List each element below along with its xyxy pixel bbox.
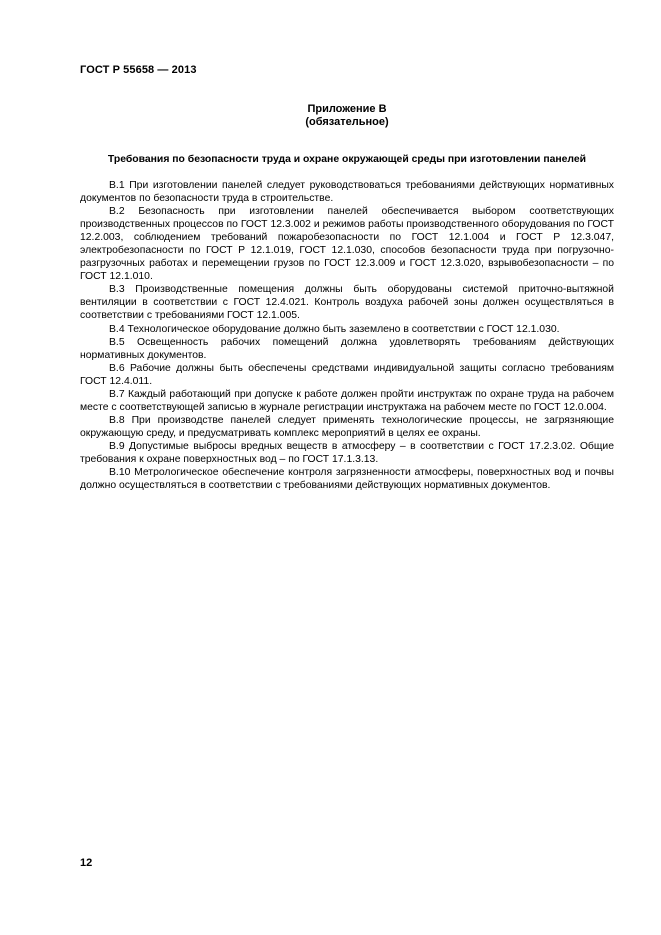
appendix-heading <box>80 103 614 129</box>
paragraph-b3: В.3 Производственные помещения должны быть оборудованы системой приточно-вытяжной вентиляции в соответствии с ГОСТ 12.4.021. Контроль воздуха рабочей зоны должен осуществляться в соответствии с требованиями ГОСТ 12.1.005. <box>80 284 614 322</box>
paragraph-b4: В.4 Технологическое оборудование должно быть заземлено в соответствии с ГОСТ 12.1.030. <box>109 323 560 335</box>
paragraph-b2: В.2 Безопасность при изготовлении панелей обеспечивается выбором соответствующих производственных процессов по ГОСТ 12.3.002 и режимов работы производственного оборудования по ГОСТ 12.2.003, соблюдением требований пожаробезопасности по ГОСТ 12.1.004 и ГОСТ Р 12.3.047, электробезопасности по ГОСТ Р 12.1.019, ГОСТ 12.1.030, способов безопасности труда при погрузочно-разгрузочных работах и перемещении грузов по ГОСТ 12.3.009 и ГОСТ 12.3.020, взрывобезопасности – по ГОСТ 12.1.010. <box>80 206 614 283</box>
paragraph-b8: В.8 При производстве панелей следует применять технологические процессы, не загрязняющие окружающую среду, и предусматривать комплекс мероприятий в целях ее охраны. <box>80 414 614 439</box>
body-text <box>80 179 614 492</box>
paragraph-b6: В.6 Рабочие должны быть обеспечены средствами индивидуальной защиты согласно требованиям ГОСТ 12.4.011. <box>80 362 614 387</box>
page-number: 12 <box>80 857 93 869</box>
paragraph-b10: В.10 Метрологическое обеспечение контроля загрязненности атмосферы, поверхностных вод и почвы должно осуществляться в соответствии с требованиями действующих нормативных документов. <box>80 467 614 492</box>
paragraph-b9: В.9 Допустимые выбросы вредных веществ в атмосферу – в соответствии с ГОСТ 17.2.3.02. Общие требования к охране поверхностных вод – по ГОСТ 17.1.3.13. <box>80 440 614 465</box>
paragraph-b5: В.5 Освещенность рабочих помещений должна удовлетворять требованиям действующих нормативных документов. <box>80 336 614 361</box>
paragraph-b1: В.1 При изготовлении панелей следует руководствоваться требованиями действующих нормативных документов по безопасности труда в строительстве. <box>80 180 614 205</box>
section-title: Требования по безопасности труда и охране окружающей среды при изготовлении панелей <box>107 154 587 165</box>
appendix-status: (обязательное) <box>305 116 389 128</box>
paragraph-b7: В.7 Каждый работающий при допуске к работе должен пройти инструктаж по охране труда на рабочем месте с соответствующей записью в журнале регистрации инструктажа на рабочем месте по ГОСТ 12.0.004. <box>80 388 614 413</box>
document-header: ГОСТ Р 55658 — 2013 <box>80 64 197 76</box>
appendix-title: Приложение В <box>307 103 387 115</box>
